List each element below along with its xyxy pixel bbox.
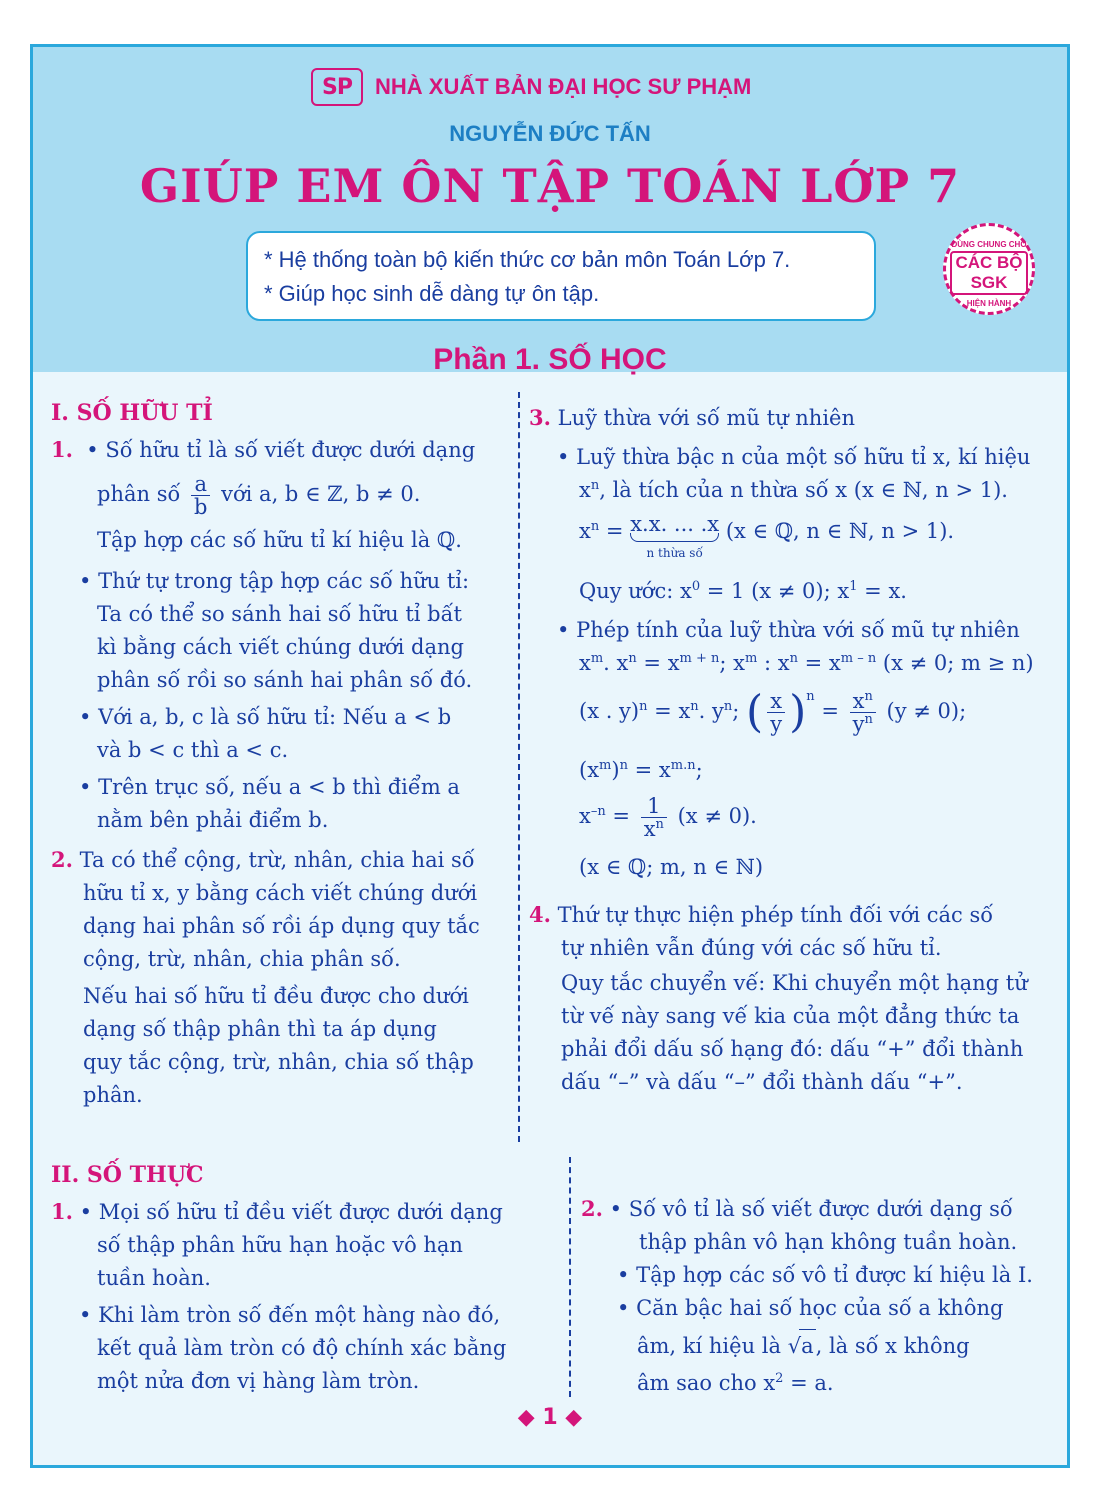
formula-power-of-power: $(x^m)^n = x^{m.n}$;	[579, 758, 703, 782]
part-title: Phần 1. SỐ HỌC	[433, 343, 667, 376]
formula-negative-exponent: $x^{-n}$ = $\frac{1}{x^n}$ (x ≠ 0).	[579, 794, 757, 841]
section-irrational	[581, 1192, 1061, 1400]
formula-conditions: (x ∈ ℚ; m, n ∈ ℕ)	[579, 855, 764, 879]
item-2: 2. • Số vô tỉ là số viết được dưới dạng số	[581, 1196, 1013, 1221]
author: NGUYỄN ĐỨC TẤN	[449, 121, 651, 146]
formula-product-quotient: $x^m$. $x^n = x^{m + n}$; $x^m$ : $x^n = x^{m - n}$ (x ≠ 0; m ≥ n)	[579, 651, 1034, 675]
text-block: hữu tỉ x, y bằng cách viết chúng dưới dạng hai phân số rồi áp dụng quy tắc cộng, trừ, nhân, chia phân số. Nếu hai số hữu tỉ đều được cho dưới dạng số thập phân thì ta áp dụng quy tắc cộng, trừ, nhân, chia số thập phân.	[83, 881, 480, 1107]
publisher-name: NHÀ XUẤT BẢN ĐẠI HỌC SƯ PHẠM	[375, 74, 752, 99]
page-frame	[30, 44, 1070, 1468]
fraction: $\frac{a}{b}$	[191, 473, 210, 518]
bullet: • Khi làm tròn số đến một hàng nào đó,	[79, 1303, 501, 1327]
item-2: 2. Ta có thể cộng, trừ, nhân, chia hai số	[51, 847, 475, 872]
text: âm, kí hiệu là √a, là số x không	[581, 1329, 1061, 1363]
text-block: kết quả làm tròn có độ chính xác bằng một nửa đơn vị hàng làm tròn.	[97, 1336, 507, 1393]
text: âm sao cho $x^2 = a$.	[637, 1371, 834, 1395]
fraction-line	[51, 473, 511, 518]
publisher-line	[311, 65, 751, 109]
sgk-badge	[943, 223, 1035, 315]
text: phân số	[97, 482, 181, 506]
text-block: tự nhiên vẫn đúng với các số hữu tỉ. Quy tắc chuyển vế: Khi chuyển một hạng tử từ vế này sang vế kia của một đẳng thức ta phải đổi dấu số hạng đó: dấu “+” đổi thành dấu “–” và dấu “–” đổi thành dấu “+”.	[561, 936, 1028, 1094]
bullet: • Luỹ thừa bậc n của một số hữu tỉ x, kí hiệu	[557, 445, 1031, 469]
convention: Quy ước: $x^0 = 1$ (x ≠ 0); $x^1 = x$.	[579, 579, 907, 603]
bullet: • Tập hợp các số vô tỉ được kí hiệu là I.	[617, 1263, 1033, 1287]
bullet: • Trên trục số, nếu a < b thì điểm a	[79, 775, 460, 799]
badge-main: CÁC BỘ SGK	[950, 251, 1028, 295]
book-title: GIÚP EM ÔN TẬP TOÁN LỚP 7	[139, 159, 961, 213]
bullet: • Căn bậc hai số học của số a không	[617, 1296, 1004, 1320]
summary-line: * Hệ thống toàn bộ kiến thức cơ bản môn Toán Lớp 7.	[264, 247, 791, 272]
text: Số hữu tỉ là số viết được dưới dạng	[105, 438, 476, 462]
badge-top: DÙNG CHUNG CHO	[951, 240, 1027, 249]
item-1: 1. • Số hữu tỉ là số viết được dưới dạng	[51, 437, 476, 462]
section-rational	[51, 397, 511, 1112]
bullet: • Với a, b, c là số hữu tỉ: Nếu a < b	[79, 705, 452, 729]
item-number: 1.	[51, 437, 73, 462]
header-band	[33, 47, 1067, 372]
underbrace: x.x. ... .x n thừa số	[630, 512, 720, 560]
section-title: II. SỐ THỰC	[51, 1162, 204, 1188]
column-divider	[518, 392, 520, 1142]
page-number: ◆ 1 ◆	[517, 1405, 583, 1430]
bullet: • Thứ tự trong tập hợp các số hữu tỉ:	[79, 569, 470, 593]
summary-box	[246, 231, 876, 321]
section-powers	[529, 401, 1059, 1099]
summary-line: * Giúp học sinh dễ dàng tự ôn tập.	[264, 281, 600, 306]
item-4: 4. Thứ tự thực hiện phép tính đối với các số	[529, 902, 994, 927]
item-3-title: 3. Luỹ thừa với số mũ tự nhiên	[529, 405, 855, 430]
text: $x^n$, là tích của n thừa số x (x ∈ ℕ, n > 1).	[579, 478, 1008, 502]
text: với a, b ∈ ℤ, b ≠ 0.	[221, 482, 421, 506]
badge-bottom: HIỆN HÀNH	[966, 299, 1012, 308]
power-definition: $x^n = x.x$. ... .x n thừa số (x ∈ ℚ, n ∈ ℕ, n > 1).	[579, 512, 955, 560]
text-block: Ta có thể so sánh hai số hữu tỉ bất kì bằng cách viết chúng dưới dạng phân số rồi so sánh hai phân số đó.	[97, 602, 473, 692]
column-divider	[569, 1157, 571, 1397]
section-real	[51, 1159, 561, 1398]
section-title: I. SỐ HỮU TỈ	[51, 400, 213, 426]
text-block: số thập phân hữu hạn hoặc vô hạn tuần hoàn.	[97, 1233, 463, 1290]
text: Tập hợp các số hữu tỉ kí hiệu là ℚ.	[97, 528, 462, 552]
formula-product-power: (x . $y)^n = x^n$. $y^n$; ( $\frac{x}{y}$ )$^n$ = $\frac{x^n}{y^n}$ (y ≠ 0);	[579, 686, 967, 738]
text: thập phân vô hạn không tuần hoàn.	[639, 1230, 1018, 1254]
text: nằm bên phải điểm b.	[97, 808, 329, 832]
bullet: • Phép tính của luỹ thừa với số mũ tự nhiên	[557, 618, 1020, 642]
text: và b < c thì a < c.	[97, 738, 289, 762]
publisher-logo: SP	[311, 68, 363, 106]
item-1: 1. • Mọi số hữu tỉ đều viết được dưới dạng	[51, 1199, 503, 1224]
